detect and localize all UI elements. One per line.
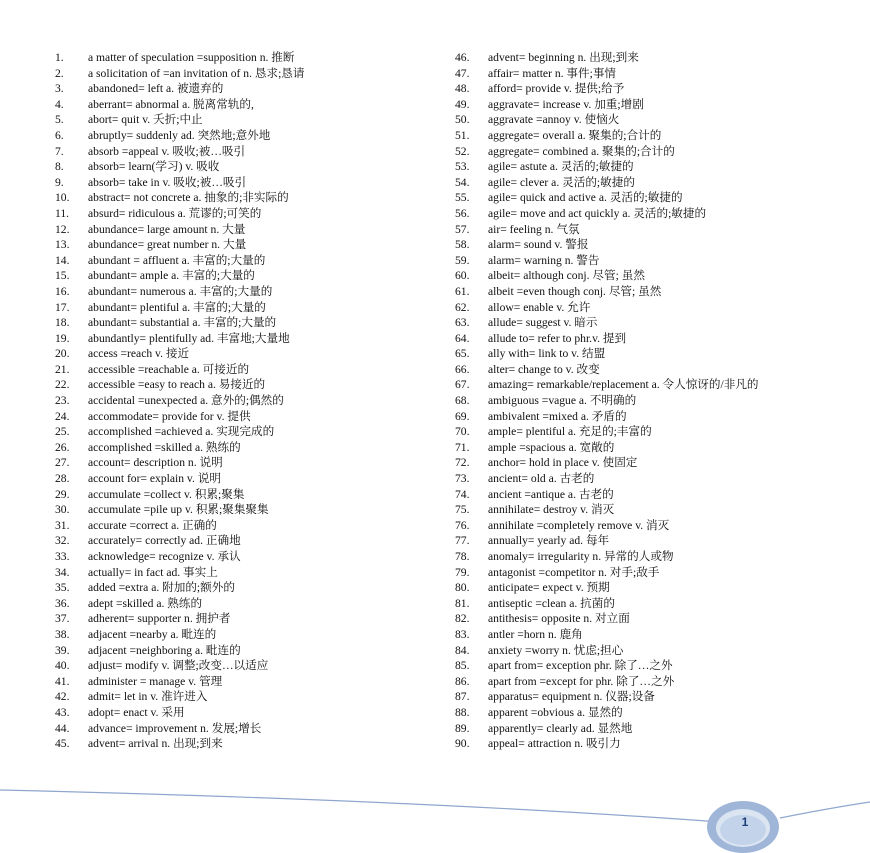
entry-text: abundant= ample a. 丰富的;大量的 [88, 269, 255, 283]
right-column [455, 50, 870, 752]
vocab-entry [455, 128, 870, 144]
entry-text: apparatus= equipment n. 仪器;设备 [488, 690, 655, 704]
entry-number: 11. [55, 206, 70, 220]
entry-number: 31. [55, 518, 70, 532]
vocab-entry [55, 128, 475, 144]
entry-text: allow= enable v. 允许 [488, 300, 591, 314]
vocab-entry [55, 66, 475, 82]
vocab-entry [455, 175, 870, 191]
entry-number: 88. [455, 705, 470, 719]
entry-number: 18. [55, 316, 70, 330]
vocab-entry [455, 112, 870, 128]
entry-number: 46. [455, 51, 470, 64]
entry-text: adjacent =neighboring a. 毗连的 [88, 643, 241, 657]
entry-number: 81. [455, 596, 470, 610]
vocab-entry [455, 159, 870, 175]
entry-text: ancient =antique a. 古老的 [488, 487, 614, 501]
entry-number: 16. [55, 284, 70, 298]
vocab-entry [455, 611, 870, 627]
entry-text: accessible =easy to reach a. 易接近的 [88, 378, 266, 392]
entry-text: apparently= clearly ad. 显然地 [488, 721, 633, 735]
vocab-entry [55, 502, 475, 518]
entry-number: 55. [455, 191, 470, 205]
entry-number: 30. [55, 503, 70, 517]
entry-number: 37. [55, 612, 70, 626]
entry-text: abundant= plentiful a. 丰富的;大量的 [88, 300, 266, 314]
entry-text: accidental =unexpected a. 意外的;偶然的 [88, 394, 284, 408]
vocab-entry [455, 455, 870, 471]
vocab-entry [455, 97, 870, 113]
entry-number: 68. [455, 394, 470, 408]
vocab-entry [55, 596, 475, 612]
vocab-entry [455, 518, 870, 534]
vocab-entry [55, 627, 475, 643]
entry-text: allude= suggest v. 暗示 [488, 316, 598, 330]
entry-number: 85. [455, 659, 470, 673]
entry-text: abort= quit v. 夭折;中止 [88, 113, 203, 127]
entry-number: 47. [455, 66, 470, 80]
entry-text: ample= plentiful a. 充足的;丰富的 [488, 425, 652, 439]
entry-number: 28. [55, 472, 70, 486]
entry-text: ally with= link to v. 结盟 [488, 347, 606, 361]
vocab-entry [55, 315, 475, 331]
entry-text: absorb= take in v. 吸收;被…吸引 [88, 175, 247, 189]
entry-text: aggravate =annoy v. 使恼火 [488, 113, 620, 127]
entry-text: antagonist =competitor n. 对手;敌手 [488, 565, 660, 579]
entry-number: 56. [455, 206, 470, 220]
vocab-entry [55, 487, 475, 503]
entry-number: 63. [455, 316, 470, 330]
entry-number: 20. [55, 347, 70, 361]
vocab-entry [455, 580, 870, 596]
vocab-entry [455, 471, 870, 487]
entry-number: 26. [55, 440, 70, 454]
entry-text: aggregate= overall a. 聚集的;合计的 [488, 128, 662, 142]
entry-text: abundance= great number n. 大量 [88, 238, 247, 252]
entry-number: 32. [55, 534, 70, 548]
entry-number: 52. [455, 144, 470, 158]
entry-number: 14. [55, 253, 70, 267]
entry-number: 42. [55, 690, 70, 704]
vocab-entry [455, 736, 870, 752]
entry-number: 43. [55, 705, 70, 719]
entry-number: 15. [55, 269, 70, 283]
vocab-entry [455, 565, 870, 581]
entry-text: aggravate= increase v. 加重;增剧 [488, 97, 644, 111]
entry-number: 61. [455, 284, 470, 298]
entry-number: 73. [455, 472, 470, 486]
vocab-entry [55, 440, 475, 456]
entry-text: a solicitation of =an invitation of n. 恳求;恳请 [88, 66, 305, 80]
entry-text: adopt= enact v. 采用 [88, 705, 185, 719]
vocab-entry [455, 346, 870, 362]
vocab-entry [455, 50, 870, 66]
entry-number: 1. [55, 51, 64, 64]
entry-number: 66. [455, 362, 470, 376]
entry-text: allude to= refer to phr.v. 提到 [488, 331, 627, 345]
entry-number: 70. [455, 425, 470, 439]
entry-text: accommodate= provide for v. 提供 [88, 409, 251, 423]
vocab-entry [455, 533, 870, 549]
entry-text: adept =skilled a. 熟练的 [88, 596, 203, 610]
entry-text: air= feeling n. 气氛 [488, 222, 580, 236]
vocab-entry [455, 549, 870, 565]
vocab-entry [455, 66, 870, 82]
entry-number: 65. [455, 347, 470, 361]
entry-text: amazing= remarkable/replacement a. 令人惊讶的/非凡的 [488, 378, 759, 392]
vocab-entry [55, 331, 475, 347]
entry-number: 10. [55, 191, 70, 205]
entry-text: anomaly= irregularity n. 异常的人或物 [488, 550, 674, 563]
entry-number: 83. [455, 627, 470, 641]
vocab-entry [55, 190, 475, 206]
entry-text: abundant = affluent a. 丰富的;大量的 [88, 253, 266, 267]
entry-text: anxiety =worry n. 忧虑;担心 [488, 643, 624, 657]
entry-text: agile= astute a. 灵活的;敏捷的 [488, 160, 634, 174]
entry-text: albeit =even though conj. 尽管; 虽然 [488, 284, 662, 298]
entry-number: 38. [55, 627, 70, 641]
entry-text: abstract= not concrete a. 抽象的;非实际的 [88, 191, 289, 205]
entry-text: afford= provide v. 提供;给予 [488, 82, 625, 96]
vocab-entry [455, 643, 870, 659]
vocab-entry [55, 721, 475, 737]
entry-number: 51. [455, 128, 470, 142]
vocab-entry [55, 580, 475, 596]
vocab-entry [455, 721, 870, 737]
entry-text: account= description n. 说明 [88, 456, 223, 470]
entry-number: 2. [55, 66, 64, 80]
entry-text: abundant= substantial a. 丰富的;大量的 [88, 316, 277, 330]
entry-number: 8. [55, 160, 64, 174]
entry-text: acknowledge= recognize v. 承认 [88, 550, 241, 563]
entry-text: antler =horn n. 鹿角 [488, 627, 583, 641]
entry-text: annihilate= destroy v. 消灭 [488, 503, 615, 517]
vocab-entry [55, 533, 475, 549]
entry-text: abundantly= plentifully ad. 丰富地;大量地 [88, 331, 290, 345]
entry-number: 23. [55, 394, 70, 408]
entry-number: 78. [455, 550, 470, 563]
entry-text: abundant= numerous a. 丰富的;大量的 [88, 284, 273, 298]
vocab-entry [55, 144, 475, 160]
entry-text: antiseptic =clean a. 抗菌的 [488, 596, 615, 610]
vocab-entry [55, 81, 475, 97]
vocab-entry [55, 705, 475, 721]
entry-text: accurately= correctly ad. 正确地 [88, 534, 241, 548]
vocab-entry [455, 300, 870, 316]
entry-number: 17. [55, 300, 70, 314]
vocab-entry [55, 284, 475, 300]
vocab-entry [455, 393, 870, 409]
vocab-entry [455, 487, 870, 503]
entry-text: apparent =obvious a. 显然的 [488, 705, 623, 719]
vocab-entry [55, 518, 475, 534]
vocab-entry [455, 284, 870, 300]
entry-number: 67. [455, 378, 470, 392]
entry-text: accessible =reachable a. 可接近的 [88, 362, 250, 376]
entry-number: 5. [55, 113, 64, 127]
entry-text: alter= change to v. 改变 [488, 362, 600, 376]
vocab-entry [455, 81, 870, 97]
vocab-entry [55, 362, 475, 378]
entry-text: annually= yearly ad. 每年 [488, 534, 610, 548]
entry-text: anticipate= expect v. 预期 [488, 581, 610, 595]
entry-text: albeit= although conj. 尽管; 虽然 [488, 269, 645, 283]
entry-text: abandoned= left a. 被遗弃的 [88, 82, 224, 96]
entry-number: 45. [55, 737, 70, 751]
entry-number: 74. [455, 487, 470, 501]
entry-number: 41. [55, 674, 70, 688]
entry-text: agile= quick and active a. 灵活的;敏捷的 [488, 191, 683, 205]
entry-number: 84. [455, 643, 470, 657]
left-column [55, 50, 475, 752]
entry-text: accurate =correct a. 正确的 [88, 518, 217, 532]
vocab-entry [455, 362, 870, 378]
vocab-entry [55, 112, 475, 128]
entry-text: aggregate= combined a. 聚集的;合计的 [488, 144, 675, 158]
entry-text: actually= in fact ad. 事实上 [88, 565, 218, 579]
entry-text: advance= improvement n. 发展;增长 [88, 721, 262, 735]
entry-number: 6. [55, 128, 64, 142]
vocab-entry [455, 268, 870, 284]
entry-number: 75. [455, 503, 470, 517]
vocab-entry [455, 658, 870, 674]
entry-text: accomplished =achieved a. 实现完成的 [88, 425, 275, 439]
entry-number: 72. [455, 456, 470, 470]
vocab-entry [55, 455, 475, 471]
entry-number: 39. [55, 643, 70, 657]
vocab-entry [55, 253, 475, 269]
vocab-entry [455, 331, 870, 347]
entry-number: 3. [55, 82, 64, 96]
entry-number: 53. [455, 160, 470, 174]
entry-number: 71. [455, 440, 470, 454]
entry-number: 27. [55, 456, 70, 470]
vocab-entry [55, 471, 475, 487]
entry-number: 79. [455, 565, 470, 579]
entry-text: apart from =except for phr. 除了…之外 [488, 674, 675, 688]
entry-number: 19. [55, 331, 70, 345]
vocab-entry [55, 674, 475, 690]
vocab-entry [55, 736, 475, 752]
vocab-entry [455, 596, 870, 612]
entry-number: 64. [455, 331, 470, 345]
entry-number: 7. [55, 144, 64, 158]
entry-number: 89. [455, 721, 470, 735]
vocab-entry [55, 237, 475, 253]
vocab-entry [55, 268, 475, 284]
entry-text: alarm= warning n. 警告 [488, 253, 600, 267]
entry-text: a matter of speculation =supposition n. 推断 [88, 51, 295, 64]
entry-number: 4. [55, 97, 64, 111]
entry-text: absurd= ridiculous a. 荒谬的;可笑的 [88, 206, 262, 220]
vocab-entry [455, 440, 870, 456]
entry-text: appeal= attraction n. 吸引力 [488, 737, 621, 751]
entry-text: abruptly= suddenly ad. 突然地;意外地 [88, 128, 271, 142]
vocab-entry [455, 377, 870, 393]
vocab-entry [55, 643, 475, 659]
vocab-entry [455, 502, 870, 518]
vocab-entry [55, 689, 475, 705]
entry-number: 82. [455, 612, 470, 626]
vocab-entry [455, 222, 870, 238]
entry-number: 21. [55, 362, 70, 376]
entry-text: advent= arrival n. 出现;到来 [88, 737, 223, 751]
entry-text: agile= move and act quickly a. 灵活的;敏捷的 [488, 206, 707, 220]
vocab-entry [55, 409, 475, 425]
entry-text: access =reach v. 接近 [88, 347, 190, 361]
entry-text: adjust= modify v. 调整;改变…以适应 [88, 659, 269, 673]
page-number: 1 [741, 815, 749, 829]
entry-number: 57. [455, 222, 470, 236]
vocab-entry [55, 549, 475, 565]
entry-number: 33. [55, 550, 70, 563]
entry-number: 76. [455, 518, 470, 532]
vocab-entry [55, 346, 475, 362]
entry-text: accomplished =skilled a. 熟练的 [88, 440, 241, 454]
entry-number: 69. [455, 409, 470, 423]
entry-text: adjacent =nearby a. 毗连的 [88, 627, 217, 641]
vocab-entry [55, 97, 475, 113]
entry-text: ancient= old a. 古老的 [488, 472, 595, 486]
entry-number: 9. [55, 175, 64, 189]
entry-text: apart from= exception phr. 除了…之外 [488, 659, 673, 673]
entry-number: 13. [55, 238, 70, 252]
entry-number: 34. [55, 565, 70, 579]
entry-number: 35. [55, 581, 70, 595]
entry-number: 44. [55, 721, 70, 735]
entry-number: 59. [455, 253, 470, 267]
entry-text: alarm= sound v. 警报 [488, 238, 589, 252]
entry-number: 49. [455, 97, 470, 111]
entry-text: ambiguous =vague a. 不明确的 [488, 394, 637, 408]
vocab-entry [55, 206, 475, 222]
vocab-entry [55, 222, 475, 238]
entry-text: advent= beginning n. 出现;到来 [488, 51, 639, 64]
entry-number: 36. [55, 596, 70, 610]
vocab-entry [55, 393, 475, 409]
vocab-entry [455, 409, 870, 425]
vocab-entry [455, 206, 870, 222]
vocab-entry [55, 611, 475, 627]
entry-text: agile= clever a. 灵活的;敏捷的 [488, 175, 635, 189]
vocab-entry [55, 658, 475, 674]
entry-number: 54. [455, 175, 470, 189]
entry-text: administer = manage v. 管理 [88, 674, 223, 688]
entry-number: 87. [455, 690, 470, 704]
entry-number: 24. [55, 409, 70, 423]
entry-text: added =extra a. 附加的;额外的 [88, 581, 235, 595]
vocab-entry [55, 300, 475, 316]
vocab-entry [55, 377, 475, 393]
entry-number: 80. [455, 581, 470, 595]
vocab-entry [55, 175, 475, 191]
entry-text: absorb =appeal v. 吸收;被…吸引 [88, 144, 246, 158]
entry-number: 25. [55, 425, 70, 439]
entry-number: 50. [455, 113, 470, 127]
vocab-entry [55, 565, 475, 581]
vocab-entry [455, 144, 870, 160]
entry-text: annihilate =completely remove v. 消灭 [488, 518, 670, 532]
entry-number: 86. [455, 674, 470, 688]
entry-number: 90. [455, 737, 470, 751]
vocab-entry [455, 674, 870, 690]
entry-number: 77. [455, 534, 470, 548]
vocab-entry [55, 159, 475, 175]
entry-text: aberrant= abnormal a. 脱离常轨的, [88, 97, 254, 111]
entry-number: 22. [55, 378, 70, 392]
vocab-entry [55, 424, 475, 440]
vocab-entry [455, 237, 870, 253]
entry-number: 58. [455, 238, 470, 252]
entry-number: 48. [455, 82, 470, 96]
vocab-entry [455, 190, 870, 206]
entry-text: accumulate =collect v. 积累;聚集 [88, 487, 245, 501]
vocab-entry [455, 424, 870, 440]
vocab-entry [455, 315, 870, 331]
entry-text: absorb= learn(学习) v. 吸收 [88, 160, 220, 174]
entry-number: 60. [455, 269, 470, 283]
entry-text: account for= explain v. 说明 [88, 472, 221, 486]
entry-number: 29. [55, 487, 70, 501]
entry-text: abundance= large amount n. 大量 [88, 222, 246, 236]
entry-number: 12. [55, 222, 70, 236]
entry-text: accumulate =pile up v. 积累;聚集聚集 [88, 503, 269, 517]
entry-text: antithesis= opposite n. 对立面 [488, 612, 630, 626]
vocab-entry [455, 689, 870, 705]
entry-number: 40. [55, 659, 70, 673]
entry-text: affair= matter n. 事件;事情 [488, 66, 617, 80]
entry-text: ample =spacious a. 宽敞的 [488, 440, 615, 454]
entry-text: admit= let in v. 准许进入 [88, 690, 208, 704]
entry-text: ambivalent =mixed a. 矛盾的 [488, 409, 627, 423]
vocab-entry [455, 253, 870, 269]
vocab-entry [55, 50, 475, 66]
vocab-entry [455, 627, 870, 643]
vocab-entry [455, 705, 870, 721]
entry-text: anchor= hold in place v. 使固定 [488, 456, 638, 470]
entry-text: adherent= supporter n. 拥护者 [88, 612, 231, 626]
entry-number: 62. [455, 300, 470, 314]
